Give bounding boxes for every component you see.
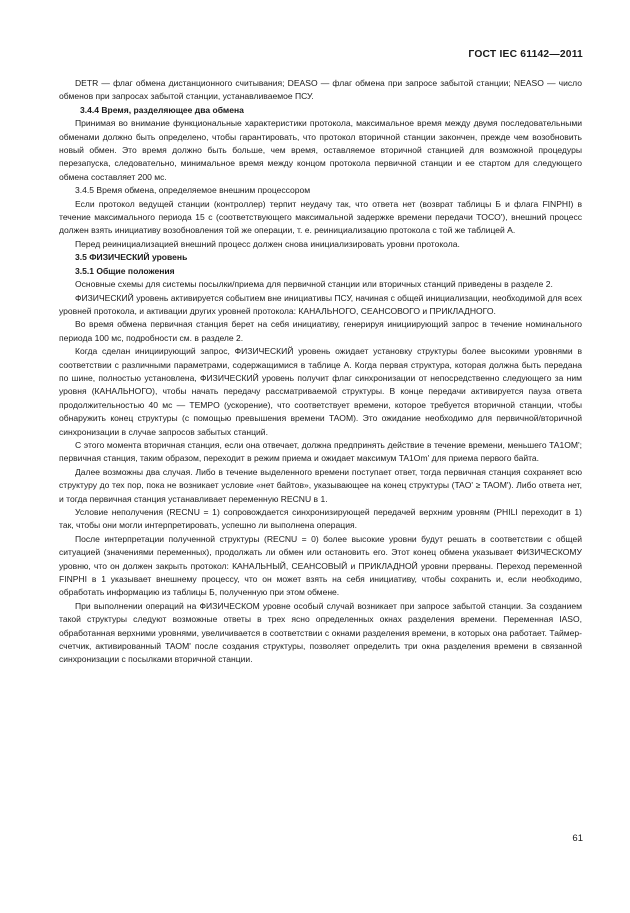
section-heading: 3.5.1 Общие положения — [75, 265, 175, 276]
standard-header: ГОСТ IEC 61142—2011 — [468, 49, 583, 60]
paragraph: Основные схемы для системы посылки/приема для первичной станции или вторичных станций приведены в разделе 2. — [75, 279, 553, 290]
page-number: 61 — [572, 833, 583, 844]
paragraph: Когда сделан инициирующий запрос, ФИЗИЧЕСКИЙ уровень ожидает установку структуры более высокими уровнями в соответствии с различными параметрами, содержащимися в таблице А. Когда первая структура, которая должна быть передана по шине, полностью установлена, ФИЗИЧЕСКИЙ уровень получит флаг синхронизации от непосредственно следующего за ним уровня (КАНАЛЬНОГО), чтобы начать передачу рассматриваемой структуры. В конце передачи активируется пауза ответа продолжительностью 40 мс — TEMPO (ускорение), что соответствует времени, которое требуется вторичной станции, чтобы обнаружить конец структуры (с помощью превышения времени TAOM). Это ожидание необходимо для первичной/вторичной синхронизации в случае запросов забытых станций. — [59, 346, 582, 437]
paragraph: После интерпретации полученной структуры (RECNU = 0) более высокие уровни будут решать в соответствии с общей ситуацией (значениями переменных), продолжать ли обмен или остановить его. Этот конец обмена указывает ФИЗИЧЕСКОМУ уровню, что он должен закрыть протокол: КАНАЛЬНЫЙ, СЕАНСОВЫЙ и ПРИКЛАДНОЙ уровни прерваны. Переход переменной FINPHI в 1 указывает внешнему процессу, что он может взять на себя инициативу, чтобы сохранить и, если необходимо, обработать информацию из таблицы Б, полученную при этом обмене. — [59, 533, 582, 598]
body-text — [59, 77, 582, 667]
paragraph: Если протокол ведущей станции (контроллер) терпит неудачу так, что ответа нет (возврат таблицы Б и флага FINPHI) в течение максимального периода 15 с (соответствующего максимальной задержке времени передачи TOCO'), внешний процесс должен взять инициативу возобновления той же операции, т. е. реинициализацию протокола с той же таблицей А. — [59, 198, 582, 236]
paragraph: 3.4.5 Время обмена, определяемое внешним процессором — [75, 185, 311, 196]
section-heading: 3.5 ФИЗИЧЕСКИЙ уровень — [75, 252, 188, 263]
paragraph: Перед реинициализацией внешний процесс должен снова инициализировать уровни протокола. — [75, 238, 460, 249]
paragraph: Во время обмена первичная станция берет на себя инициативу, генерируя инициирующий запрос в течение номинального периода 100 мс, подробности см. в разделе 2. — [59, 319, 582, 343]
paragraph: Принимая во внимание функциональные характеристики протокола, максимальное время между двумя последовательными обменами должно быть определено, чтобы гарантировать, что протокол вторичной станции закончен, прежде чем возобновить новый обмен. Это время должно быть больше, чем время, оставляемое вторичной станцией для возможной процедуры перезапуска, следовательно, минимальное время между концом протокола первичной станции и ее стартом для следующего обмена составляет 200 мс. — [59, 118, 582, 182]
paragraph: Далее возможны два случая. Либо в течение выделенного времени поступает ответ, тогда первичная станция сохраняет всю структуру до тех пор, пока не возникает условие «нет байтов», указывающее на конец структуры (TAO' ≥ TAOM'). Либо ответа нет, и тогда первичная станция устанавливает переменную RECNU в 1. — [59, 466, 582, 504]
paragraph: DETR — флаг обмена дистанционного считывания; DEASO — флаг обмена при запросе забытой станции; NEASO — число обменов при запросах забытой станции, устанавливаемое ПСУ. — [59, 78, 582, 102]
paragraph: С этого момента вторичная станция, если она отвечает, должна предпринять действие в течение времени, меньшего TA1OM'; первичная станция, таким образом, переходит в режим приема и ожидает максимум TA1Om' для приема первого байта. — [59, 439, 582, 464]
paragraph: Условие неполучения (RECNU = 1) сопровождается синхронизирующей передачей верхним уровням (PHILI переходит в 1) так, чтобы они могли интерпретировать, успешно ли выполнена операция. — [59, 507, 582, 531]
paragraph: ФИЗИЧЕСКИЙ уровень активируется событием вне инициативы ПСУ, начиная с общей инициализации, необходимой для всех уровней протокола, и активации других уровней протокола: КАНАЛЬНОГО, СЕАНСОВОГО и ПРИКЛАДНОГО. — [59, 292, 582, 316]
paragraph: При выполнении операций на ФИЗИЧЕСКОМ уровне особый случай возникает при запросе забытой станции. За созданием такой структуры следуют возможные ответы в трех ясно определенных окнах разделения времени. Переменная IASO, обработанная верхними уровнями, увеличивается в соответствии с окнами разделения времени, в которых она работает. Таймер-счетчик, активированный TAOM' после создания структуры, позволяет определить три окна разделения времени в связанной синхронизации с посылками вторичной станции. — [59, 600, 582, 665]
section-heading: 3.4.4 Время, разделяющее два обмена — [80, 104, 244, 115]
